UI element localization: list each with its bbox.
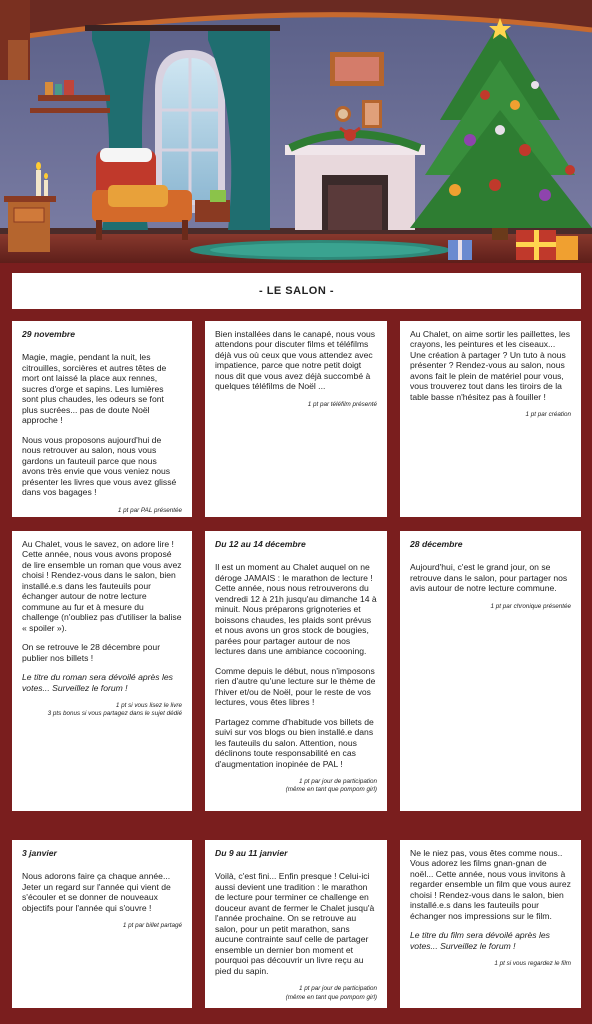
- card-text: Ne le niez pas, vous êtes comme nous.. Vous adorez les films gnan-gnan de noël... Cette année, nous vous invitons à regarder ensemble un film que vous aurez choisi ! Rendez-vous dans le salon, bien installé.e.s dans les fauteuils pour échanger nos impressions sur le film.: [410, 848, 571, 921]
- card-date: Du 9 au 11 janvier: [215, 848, 288, 858]
- card-points: 1 pt par jour de participation: [298, 778, 377, 786]
- challenge-card-28-decembre: [400, 531, 581, 811]
- card-text: Au Chalet, vous le savez, on adore lire ! Cette année, nous vous avons proposé de lire ensemble un roman que vous avez choisi ! Rendez-vous dans le salon, bien installé.e.s dans les fauteuils pour échanger autour de notre lecture commune au fur et à mesure du challenge (n'oubliez pas d'utiliser la balise « spoiler »).: [22, 539, 182, 633]
- challenge-card-lecture-commune: [12, 531, 192, 811]
- card-points: 1 pt par billet partagé: [122, 922, 182, 930]
- card-points: (même en tant que pompom girl): [285, 786, 377, 794]
- card-points: 3 pts bonus si vous partagez dans le sujet dédié: [47, 710, 182, 718]
- card-date: 29 novembre: [22, 329, 76, 339]
- challenge-card-telefilms: [205, 321, 387, 517]
- card-italic-note: Le titre du roman sera dévoilé après les votes... Surveillez le forum !: [22, 672, 173, 693]
- card-points: (même en tant que pompom girl): [285, 993, 377, 1001]
- card-text: Aujourd'hui, c'est le grand jour, on se retrouve dans le salon, pour partager nos avis autour de notre lecture commune.: [410, 562, 568, 594]
- christmas-living-room-image: [0, 0, 592, 263]
- card-text: Nous adorons faire ça chaque année... Jeter un regard sur l'année qui vient de s'écouler et se donner de nouveaux objectifs pour l'année qui s'ouvre !: [22, 871, 171, 913]
- living-room-illustration: [0, 0, 592, 263]
- challenge-card-29-novembre: [12, 321, 192, 517]
- card-date: 3 janvier: [22, 848, 57, 858]
- card-text: On se retrouve le 28 décembre pour publier nos billets !: [22, 642, 161, 663]
- challenge-card-3-janvier: [12, 840, 192, 1008]
- card-points: 1 pt si vous regardez le film: [494, 960, 571, 968]
- card-date: Du 12 au 14 décembre: [215, 539, 306, 549]
- challenge-card-creation: [400, 321, 581, 517]
- card-points: 1 pt si vous lisez le livre: [115, 702, 182, 710]
- card-text: Comme depuis le début, nous n'imposons rien d'autre qu'une lecture sur le thème de l'hiver et/ou de Noël, pour le reste de vos lectures, vous êtes libres !: [215, 665, 376, 708]
- page-title: - LE SALON -: [12, 273, 581, 309]
- card-text: Voilà, c'est fini... Enfin presque ! Celui-ici aussi devient une tradition : le marathon de lecture pour terminer ce challenge en douceur avant de fermer le Chalet jusqu'à l'année prochaine. On se retrouve au salon, pour un petit marathon, sans aucune contrainte sauf celle de partager ensemble un dernier bon moment et pourquoi pas découvrir un livre reçu au pied du sapin.: [215, 871, 375, 976]
- challenge-card-marathon-decembre: [205, 531, 387, 811]
- card-text: Nous vous proposons aujourd'hui de nous retrouver au salon, nous vous gardons un fauteuil parce que nous avons très envie que vous veniez nous présenter les livres que vous avez glissé dans vos bagages !: [22, 434, 177, 498]
- card-points: 1 pt par chronique présentée: [490, 602, 571, 610]
- card-points: 1 pt par téléfilm présenté: [307, 400, 377, 408]
- challenge-card-film: [400, 840, 581, 1008]
- card-points: 1 pt par jour de participation: [298, 985, 377, 993]
- challenge-card-marathon-janvier: [205, 840, 387, 1008]
- card-text: Au Chalet, on aime sortir les paillettes, les crayons, les peintures et les ciseaux... Une création à partager ? Un tuto à nous présenter ? Rendez-vous au salon, nous avons fait le plein de matériel pour vous, vous trouverez tout dans les tiroirs de la table basse n'hésitez pas à fouiller !: [410, 329, 571, 402]
- card-points: 1 pt par création: [525, 411, 571, 419]
- card-text: Bien installées dans le canapé, nous vous attendons pour discuter films et téléfilms déjà vus où ceux que vous attendez avec impatience, parce que notre petit doigt nous dit que vous avez déjà succombé à quelques téléfilms de Noël ...: [215, 329, 376, 392]
- card-date: 28 décembre: [410, 539, 463, 549]
- card-points: 1 pt par PAL présentée: [117, 506, 182, 514]
- card-text: Partagez comme d'habitude vos billets de suivi sur vos blogs ou bien installé.e dans les fauteuils du salon. Attention, nous déclinons toute responsabilité en cas d'augmentation inopinée de PAL !: [215, 716, 374, 769]
- card-italic-note: Le titre du film sera dévoilé après les votes... Surveillez le forum !: [410, 930, 550, 951]
- card-text: Magie, magie, pendant la nuit, les citrouilles, sorcières et autres têtes de mort ont laissé la place aux rennes, sucres d'orge et sapins. Les lumières sont plus chaudes, les odeurs se font plus sucrées... pas de doute Noël approche !: [22, 352, 167, 426]
- card-text: Il est un moment au Chalet auquel on ne déroge JAMAIS : le marathon de lecture ! Cette année, nous nous retrouverons du vendredi 12 à 21h jusqu'au dimanche 14 à minuit. Nous préparons grignoteries et boissons chaudes, les plaids sont prévus et nous avons un gros stock de bougies, parées pour partager autour de nos lectures dans une ambiance cocooning.: [215, 562, 377, 657]
